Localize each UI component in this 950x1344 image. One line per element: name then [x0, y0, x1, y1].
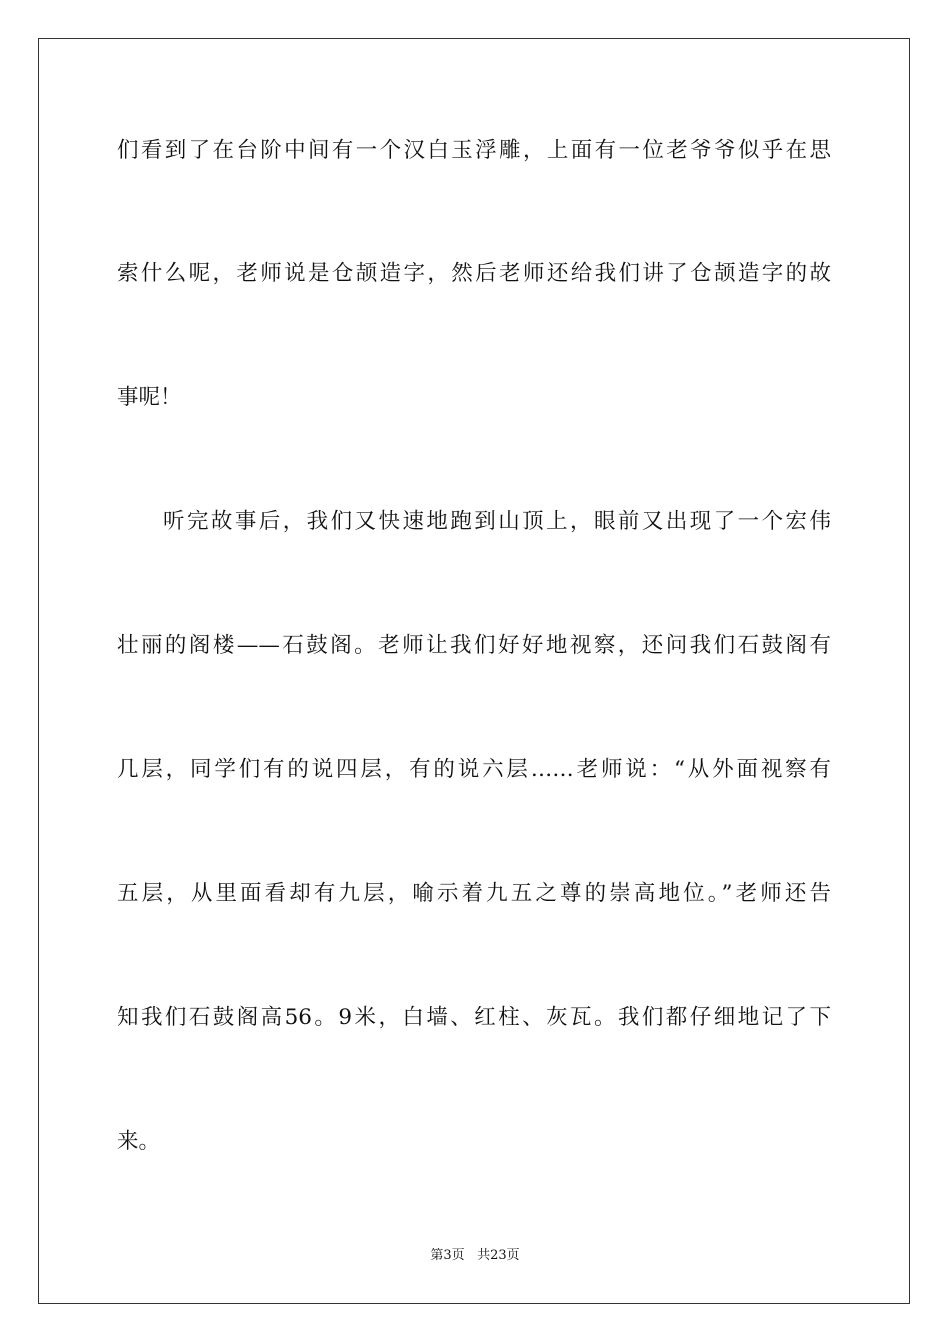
body-line-2: 索什么呢，老师说是仓颉造字，然后老师还给我们讲了仓颉造字的故: [117, 261, 831, 286]
body-line-8: 知我们石鼓阁高56。9米，白墙、红柱、灰瓦。我们都仔细地记了下: [117, 1005, 831, 1030]
body-line-4: 听完故事后，我们又快速地跑到山顶上，眼前又出现了一个宏伟: [163, 509, 831, 534]
page-number: 第3页: [430, 1248, 465, 1263]
page-footer: [0, 1247, 950, 1265]
body-line-1: 们看到了在台阶中间有一个汉白玉浮雕，上面有一位老爷爷似乎在思: [117, 138, 831, 163]
body-line-3: 事呢！: [117, 385, 182, 410]
page-frame: [38, 38, 910, 1304]
body-line-9: 来。: [117, 1129, 161, 1154]
body-line-5: 壮丽的阁楼——石鼓阁。老师让我们好好地视察，还问我们石鼓阁有: [117, 633, 831, 658]
body-line-7: 五层，从里面看却有九层，喻示着九五之尊的崇高地位。”老师还告: [117, 881, 831, 906]
body-line-6: 几层，同学们有的说四层，有的说六层……老师说：“从外面视察有: [117, 757, 831, 782]
page-total: 共23页: [477, 1248, 520, 1263]
